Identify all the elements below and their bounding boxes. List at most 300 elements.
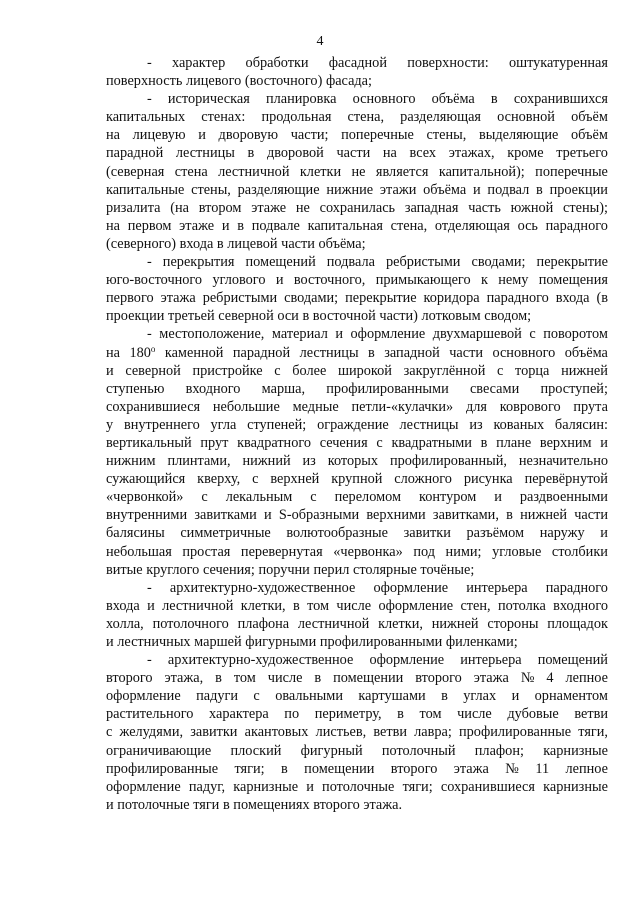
word: в (302, 308, 310, 325)
text-line (106, 217, 608, 235)
word: помещения (538, 272, 608, 289)
text-line (106, 90, 608, 108)
word: парадного (545, 217, 608, 234)
word: объёма (564, 344, 608, 361)
word: и (600, 525, 608, 542)
word: пристройке (192, 362, 263, 379)
word: в (247, 145, 255, 162)
word: лавра; (414, 724, 452, 741)
word: в (368, 344, 375, 361)
word: орнаментом (534, 688, 608, 705)
word: нижней (561, 362, 608, 379)
word: плане (496, 434, 532, 451)
word: лепное (565, 670, 608, 687)
word: в (292, 597, 300, 614)
word: материал (271, 326, 328, 343)
word: листьев, (315, 724, 367, 741)
word: помещений (537, 652, 608, 669)
word: ветви (373, 724, 407, 741)
word: разделяющая (400, 109, 481, 126)
word: и (511, 688, 520, 705)
word: на (106, 217, 120, 234)
word: стены, (191, 181, 231, 198)
word: раздвоенными (519, 489, 608, 506)
word: северной (125, 362, 181, 379)
word: интерьера (466, 579, 528, 596)
word: волютообразные (286, 525, 389, 542)
text-line (106, 289, 608, 307)
word: (восточного) (244, 73, 323, 90)
text-line (106, 778, 608, 796)
word: тяги (193, 796, 220, 813)
word: том (233, 670, 256, 687)
word: балясины (106, 525, 165, 542)
word: третьего (556, 145, 608, 162)
word: оформление (373, 579, 449, 596)
word: в (237, 217, 244, 234)
word: перекрытия (162, 254, 235, 271)
word: падуги (196, 688, 239, 705)
degree-superscript: о (150, 343, 156, 354)
word: всех (409, 145, 437, 162)
word: у (106, 416, 114, 433)
word: столярные (352, 561, 417, 578)
word: поручни (258, 561, 310, 578)
word: разделяющие (237, 181, 320, 198)
text-line (106, 181, 608, 199)
word: и (335, 326, 344, 343)
word: подвале (251, 217, 300, 234)
word: стена (174, 163, 208, 180)
word: нему (498, 272, 529, 289)
word: дворовой (266, 145, 324, 162)
word: с (252, 471, 259, 488)
word: в (397, 706, 404, 723)
word: перил (313, 561, 350, 578)
word: сохранилась (319, 199, 396, 216)
word: крупной (331, 471, 383, 488)
word: лицевой (227, 235, 278, 252)
word: этаже (179, 217, 215, 234)
word: и (106, 796, 114, 813)
word: проступей; (540, 380, 608, 397)
text-line (106, 705, 608, 723)
word: входа (179, 235, 214, 252)
word: угла (210, 416, 237, 433)
word: лестничных (117, 634, 191, 650)
word: нижний (242, 453, 291, 470)
text-line (106, 72, 608, 90)
word: том (307, 597, 330, 614)
word: стороны (487, 615, 539, 632)
word: помещении (333, 670, 404, 687)
word: и (264, 507, 272, 524)
word: с (529, 326, 536, 343)
word: симметричные (180, 525, 271, 542)
word: стена, (390, 217, 428, 234)
word: на (106, 344, 120, 361)
word: перекрытие (536, 254, 608, 271)
word: потолочные (117, 796, 190, 813)
word: карнизные (543, 778, 608, 795)
word: и (275, 272, 284, 289)
word: рисунка (463, 471, 513, 488)
word: этажа. (363, 796, 403, 813)
text-line (106, 760, 608, 778)
word: помещений (245, 254, 316, 271)
page-number: 4 (316, 34, 324, 49)
word: нижней (520, 507, 567, 524)
word: прута (573, 398, 608, 415)
word: восточного, (293, 272, 366, 289)
word: углах (463, 688, 497, 705)
word: марша, (261, 380, 306, 397)
word: завитками, (432, 507, 499, 524)
word: филенками; (445, 634, 518, 650)
word: северной (218, 308, 274, 325)
word: оформление (106, 778, 181, 795)
word: небольшая (106, 543, 172, 560)
text-line (106, 108, 608, 126)
word: этаже (251, 199, 287, 216)
text-line (106, 615, 608, 633)
word: желудями, (119, 724, 184, 741)
word: (северная (106, 163, 165, 180)
word: объёма (423, 181, 467, 198)
text-line (106, 452, 608, 470)
word: S-образными (278, 507, 360, 524)
word: примыкающего (375, 272, 471, 289)
word: оси (277, 308, 299, 325)
word: $180^о$ (129, 343, 156, 361)
word: сложного (394, 471, 452, 488)
word: № (505, 760, 519, 777)
word: западная (404, 199, 459, 216)
word: в (215, 670, 222, 687)
word: парадного (486, 290, 549, 307)
word: поперечные (341, 127, 414, 144)
word: и (106, 634, 114, 650)
word: с (201, 489, 208, 506)
word: 4 (546, 670, 554, 687)
text-line (106, 651, 608, 669)
word: холла, (106, 615, 144, 632)
word: падуг, (188, 778, 226, 795)
word: потолочные (322, 778, 395, 795)
word: не (295, 199, 310, 216)
word: лестницы (299, 344, 359, 361)
word: кверху, (197, 471, 241, 488)
word: внутренними (106, 507, 188, 524)
word: сводом; (484, 308, 532, 325)
word: дворовую (218, 127, 279, 144)
word: верхними (366, 507, 426, 524)
word: лотковым (421, 308, 481, 325)
word: в (441, 688, 448, 705)
word: в (490, 91, 498, 108)
word: клетки, (378, 615, 423, 632)
word: стены, (426, 127, 467, 144)
word: медные (292, 398, 339, 415)
text-line (106, 561, 608, 579)
word: по (284, 706, 300, 723)
word: втором (198, 199, 242, 216)
text-line (106, 235, 608, 253)
word: в (314, 670, 322, 687)
word: периметру, (314, 706, 382, 723)
word: оформление (378, 597, 454, 614)
word: балясин: (554, 416, 608, 433)
text-line (106, 54, 608, 72)
word: и (473, 181, 481, 198)
word: квадратного (237, 434, 312, 451)
word: части (336, 145, 371, 162)
word: вертикальный (106, 434, 192, 451)
text-line (106, 669, 608, 687)
word: и (106, 362, 114, 379)
word: этажи (379, 181, 417, 198)
word: и (494, 489, 502, 506)
word: с (497, 362, 504, 379)
word: сводами; (284, 290, 339, 307)
word: характера (209, 706, 269, 723)
word: лицевого (185, 73, 242, 90)
word: восточной (312, 308, 376, 325)
word: сохранившихся (513, 91, 608, 108)
word: проекции (549, 181, 608, 198)
word: петли-«кулачки» (351, 398, 454, 415)
word: не (351, 163, 366, 180)
word: капитальных (106, 109, 186, 126)
word: кованых (493, 416, 545, 433)
word: капитальные (106, 181, 185, 198)
word: и (306, 778, 314, 795)
word: верхней (270, 471, 320, 488)
word: переломом (334, 489, 402, 506)
text-line (106, 597, 608, 615)
word: парадной (106, 145, 164, 162)
word: числе (267, 670, 303, 687)
word: с (310, 489, 317, 506)
word: для (465, 398, 487, 415)
word: объёма (431, 91, 475, 108)
word: более (292, 362, 327, 379)
text-line (106, 579, 608, 597)
word: лестницы (399, 416, 459, 433)
word: к (480, 272, 488, 289)
text-line (106, 633, 608, 651)
word: торца (515, 362, 550, 379)
word: западной (384, 344, 440, 361)
word: ступеней; (247, 416, 307, 433)
word: ребристыми (385, 254, 461, 271)
word: подвала (326, 254, 375, 271)
word: тяги; (234, 760, 265, 777)
word: картушами (358, 688, 426, 705)
word: обработки (245, 55, 309, 71)
word: профилированными (326, 380, 449, 397)
word: и (147, 597, 155, 614)
text-line (106, 796, 608, 814)
word: проекции (106, 308, 165, 325)
word: тяги, (578, 724, 608, 741)
word: разъёмом (466, 525, 525, 542)
word: лицевую (132, 127, 186, 144)
word: в (281, 760, 288, 777)
word: местоположение, (159, 326, 265, 343)
word: (в (596, 290, 608, 307)
word: оформление (106, 688, 181, 705)
word: поверхности: (407, 55, 489, 71)
word: числе (457, 706, 492, 723)
word: кроме (507, 145, 544, 162)
word: этажа (160, 290, 196, 307)
word: перевёрнутой (524, 471, 608, 488)
word: части (449, 344, 483, 361)
word: лекальным (225, 489, 293, 506)
word: в (536, 181, 543, 198)
word: - (147, 254, 152, 271)
word: третьей (167, 308, 215, 325)
word: парадной (232, 344, 291, 361)
word: завитки (190, 724, 238, 741)
word: профилированные (106, 760, 219, 777)
word: двухмаршевой (432, 326, 522, 343)
word: ось (517, 217, 538, 234)
word: этажа (453, 760, 489, 777)
word: интерьера (460, 652, 522, 669)
word: прут (200, 434, 229, 451)
word: завитки (403, 525, 451, 542)
word: - (147, 91, 152, 108)
word: плафона (237, 615, 290, 632)
word: карнизные (543, 742, 608, 759)
text-line (106, 199, 608, 217)
text-line (106, 543, 608, 561)
word: входного (553, 597, 608, 614)
word: лестничной (218, 163, 290, 180)
word: входного (185, 380, 241, 397)
word: характер (172, 55, 226, 71)
text-line (106, 524, 608, 542)
word: коврового (499, 398, 561, 415)
word: поперечные (535, 163, 608, 180)
word: столбики (551, 543, 608, 560)
word: профилированный, (389, 453, 507, 470)
word: «червонкой» (106, 489, 184, 506)
word: подвал (487, 181, 530, 198)
word: акантовых (244, 724, 309, 741)
word: - (147, 579, 152, 596)
word: из (469, 416, 483, 433)
word: том (419, 706, 442, 723)
word: овальными (275, 688, 343, 705)
word: наружу (539, 525, 585, 542)
word: стены); (563, 199, 608, 216)
word: этажа (473, 670, 509, 687)
word: историческая (167, 91, 250, 108)
word: планировка (265, 91, 337, 108)
word: лестничной (162, 597, 234, 614)
word: (на (170, 199, 189, 216)
text-line (106, 325, 608, 343)
word: капитальная (307, 217, 383, 234)
word: ступенью (106, 380, 165, 397)
word: с (106, 724, 113, 741)
word: широкой (337, 362, 392, 379)
word: лестницы (175, 145, 235, 162)
word: - (147, 652, 152, 669)
text-line (106, 253, 608, 271)
word: стен, (460, 597, 491, 614)
word: на (382, 145, 397, 162)
word: сужающийся (106, 471, 186, 488)
word: под (413, 543, 435, 560)
word: площадок (547, 615, 608, 632)
word: клетки, (240, 597, 286, 614)
word: завитками (194, 507, 257, 524)
word: поворотом (543, 326, 608, 343)
word: сечения (319, 434, 368, 451)
word: части) (379, 308, 418, 325)
word: объём (571, 109, 608, 126)
text-line (106, 307, 608, 325)
word: маршей (194, 634, 242, 650)
word: и (600, 434, 608, 451)
text-line (106, 271, 608, 289)
word: закруглённой (403, 362, 486, 379)
word: внутреннего (123, 416, 200, 433)
word: верхним (539, 434, 592, 451)
word: в (216, 235, 224, 252)
word: сохранившиеся (106, 398, 201, 415)
word: часть (468, 199, 501, 216)
text-line (106, 723, 608, 741)
word: потолочного (152, 615, 229, 632)
word: - (147, 55, 152, 71)
text-line (106, 144, 608, 162)
word: плафон; (474, 742, 524, 759)
word: угловые (492, 543, 542, 560)
word: второго (415, 670, 462, 687)
word: профилированные (459, 724, 572, 741)
word: ребристыми (202, 290, 278, 307)
word: ограничивающие (106, 742, 212, 759)
word: оштукатуренная (508, 55, 608, 71)
word: оформление (350, 326, 426, 343)
word: дубовые (507, 706, 559, 723)
word: первом (127, 217, 172, 234)
word: второго (390, 760, 438, 777)
word: сечения; (202, 561, 255, 578)
word: из (302, 453, 316, 470)
word: числе (336, 597, 372, 614)
word: фигурными (245, 634, 317, 650)
text-line (106, 687, 608, 705)
word: лестничной (297, 615, 370, 632)
word: ризалита (106, 199, 161, 216)
word: фасада; (325, 73, 373, 90)
word: незначительно (518, 453, 608, 470)
word: простая (182, 543, 231, 560)
word: объём (571, 127, 608, 144)
word: основной (497, 109, 555, 126)
word: нижние (326, 181, 374, 198)
word: (северного) (106, 235, 177, 252)
word: коридора (423, 290, 480, 307)
text-line (106, 163, 608, 181)
word: является (375, 163, 429, 180)
